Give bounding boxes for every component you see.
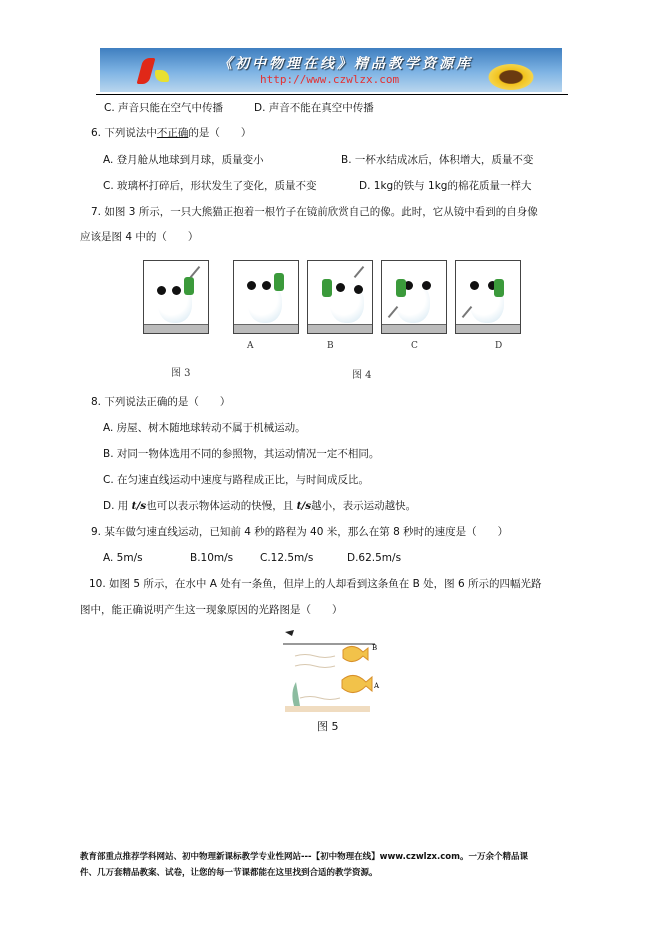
figure-4-option-c	[381, 260, 447, 334]
figure-3-caption: 图 3	[171, 368, 191, 379]
figure-4-label-d: D	[495, 341, 503, 351]
logo-icon-accent	[155, 70, 169, 82]
q8-stem: 8. 下列说法正确的是（ ）	[91, 396, 231, 408]
q8-option-a: A. 房屋、树木随地球转动不属于机械运动。	[103, 422, 306, 434]
fish-label-a: A	[374, 682, 380, 690]
figure-4-option-a	[233, 260, 299, 334]
q6-stem-underline: 不正确	[156, 127, 189, 139]
fish-image-b	[343, 646, 368, 661]
figure-4-label-b: B	[327, 341, 334, 351]
banner-title: 《初中物理在线》精品教学资源库	[218, 56, 473, 72]
eye-icon	[285, 630, 294, 636]
figure-3-panda	[143, 260, 209, 334]
footer-line1: 教育部重点推荐学科网站、初中物理新课标教学专业性网站---【初中物理在线】www.czwlzx.com。一万余个精品课	[80, 852, 528, 862]
figure-4-option-b	[307, 260, 373, 334]
logo-icon	[137, 58, 156, 84]
header-rule	[96, 94, 568, 95]
figure-4-label-a: A	[247, 341, 254, 351]
fish-label-b: B	[372, 644, 378, 652]
site-banner	[100, 48, 562, 92]
q9-option-c: C.12.5m/s	[260, 552, 314, 564]
q8-option-b: B. 对同一物体选用不同的参照物，其运动情况一定不相同。	[103, 448, 380, 460]
sand-bed	[285, 706, 370, 712]
figure-5-fish-refraction	[280, 628, 380, 716]
q7-line2: 应该是图 4 中的（ ）	[80, 231, 199, 243]
figure-5-caption: 图 5	[317, 720, 339, 733]
q10-line2: 图中，能正确说明产生这一现象原因的光路图是（ ）	[80, 604, 343, 616]
q8-d-mid: 也可以表示物体运动的快慢，且	[146, 500, 297, 512]
q5-option-d: D. 声音不能在真空中传播	[254, 102, 374, 114]
q6-option-c: C. 玻璃杯打碎后，形状发生了变化，质量不变	[103, 180, 317, 192]
q10-line1: 10. 如图 5 所示，在水中 A 处有一条鱼，但岸上的人却看到这条鱼在 B 处，图 6 所示的四幅光路	[89, 578, 542, 590]
figure-4-label-c: C	[411, 341, 418, 351]
q8-option-d	[103, 499, 416, 513]
q9-option-b: B.10m/s	[190, 552, 234, 564]
q9-stem: 9. 某车做匀速直线运动，已知前 4 秒的路程为 40 米，那么在第 8 秒时的速度是（ ）	[91, 526, 509, 538]
q6-option-b: B. 一杯水结成冰后，体积增大，质量不变	[341, 154, 534, 166]
fish-real-a	[342, 675, 372, 692]
sunflower-icon	[485, 62, 537, 92]
q5-option-c: C. 声音只能在空气中传播	[104, 102, 224, 114]
q8-d-pre: D. 用	[103, 500, 132, 512]
q8-d-formula: t/s	[131, 500, 147, 512]
q8-option-c: C. 在匀速直线运动中速度与路程成正比，与时间成反比。	[103, 474, 370, 486]
q6-stem	[91, 126, 251, 140]
q9-option-d: D.62.5m/s	[347, 552, 402, 564]
q8-d-post: 越小，表示运动越快。	[311, 500, 417, 512]
footer-line2: 件、几万套精品教案、试卷，让您的每一节课都能在这里找到合适的教学资源。	[80, 868, 378, 878]
figure-4-option-d	[455, 260, 521, 334]
banner-url: http://www.czwlzx.com	[260, 73, 400, 86]
figure-4-caption: 图 4	[352, 370, 372, 381]
seaweed-icon	[292, 682, 300, 706]
q6-stem-pre: 6. 下列说法中	[91, 127, 157, 139]
q7-line1: 7. 如图 3 所示，一只大熊猫正抱着一根竹子在镜前欣赏自己的像。此时，它从镜中看到的自身像	[91, 206, 538, 218]
q6-option-a: A. 登月舱从地球到月球，质量变小	[103, 154, 264, 166]
q6-option-d: D. 1kg的铁与 1kg的棉花质量一样大	[359, 180, 532, 192]
q8-d-formula-2: t/s	[296, 500, 312, 512]
q6-stem-post: 的是（ ）	[188, 127, 252, 139]
q9-option-a: A. 5m/s	[103, 552, 143, 564]
